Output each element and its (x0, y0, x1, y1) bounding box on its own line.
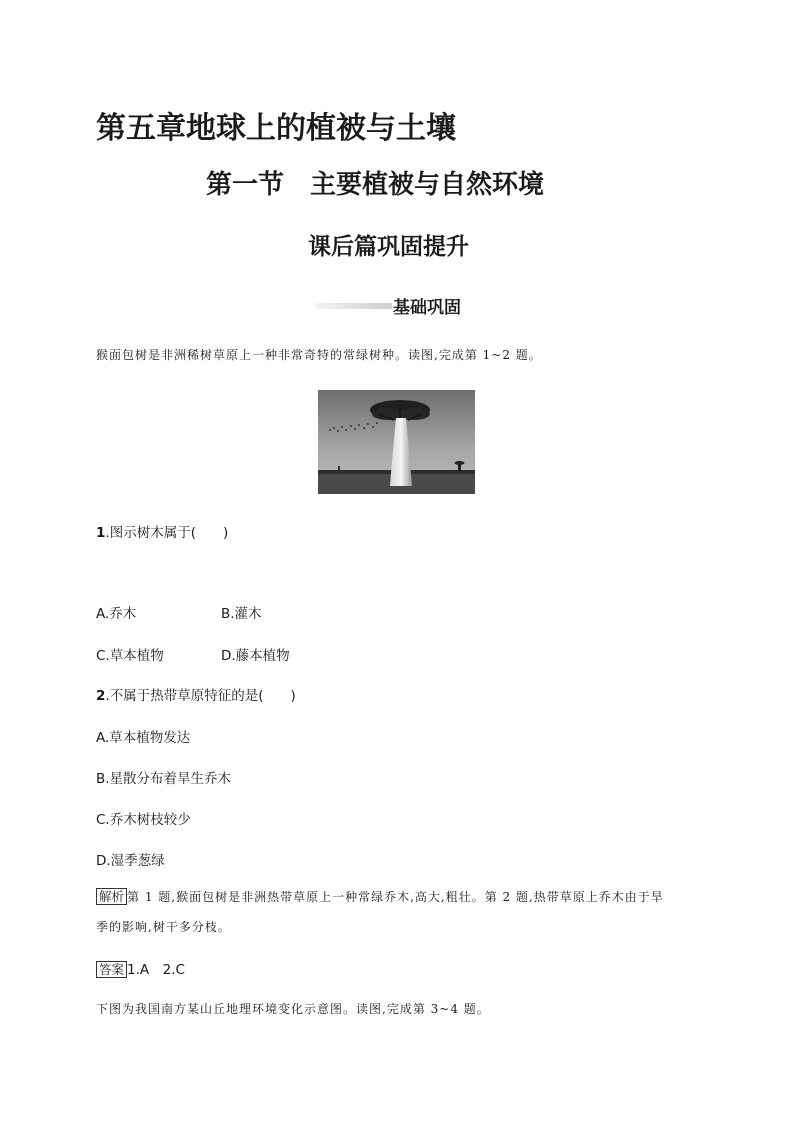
chapter-title: 第五章地球上的植被与土壤 (96, 111, 456, 146)
question-1-number: 1 (96, 525, 106, 541)
question-1-option-a: A.乔木 (96, 606, 137, 622)
passage-intro-2: 下图为我国南方某山丘地理环境变化示意图。读图,完成第 3~4 题。 (96, 1002, 490, 1016)
sub-title: 课后篇巩固提升 (308, 234, 469, 260)
question-1-option-d: D.藤本植物 (221, 648, 290, 664)
question-2-stem (96, 684, 296, 704)
analysis-text-1: 第 1 题,猴面包树是非洲热带草原上一种常绿乔木,高大,粗壮。第 2 题,热带草原上乔木由于旱 (127, 890, 664, 904)
question-2-option-a: A.草本植物发达 (96, 730, 191, 746)
analysis-line-1 (96, 888, 664, 905)
analysis-line-2: 季的影响,树干多分枝。 (96, 920, 231, 934)
section-divider-bar (316, 303, 392, 309)
question-1-text: .图示树木属于( ) (105, 525, 229, 541)
question-1-option-b: B.灌木 (221, 606, 262, 622)
passage-intro-1: 猴面包树是非洲稀树草原上一种非常奇特的常绿树种。读图,完成第 1~2 题。 (96, 348, 542, 362)
section-title: 第一节 主要植被与自然环境 (206, 170, 545, 200)
question-2-number: 2 (96, 688, 106, 704)
question-1-option-c: C.草本植物 (96, 648, 164, 664)
question-2-text: .不属于热带草原特征的是( ) (105, 688, 296, 704)
baobab-photo (318, 390, 475, 494)
answer-tag: 答案 (96, 961, 127, 978)
answer-text: 1.A 2.C (127, 962, 185, 978)
question-2-option-d: D.湿季葱绿 (96, 853, 165, 869)
answer-line (96, 958, 185, 978)
question-1-stem (96, 521, 228, 541)
question-2-option-b: B.星散分布着旱生乔木 (96, 771, 232, 787)
basic-heading: 基础巩固 (393, 298, 461, 318)
question-2-option-c: C.乔木树枝较少 (96, 812, 191, 828)
analysis-tag: 解析 (96, 888, 127, 905)
